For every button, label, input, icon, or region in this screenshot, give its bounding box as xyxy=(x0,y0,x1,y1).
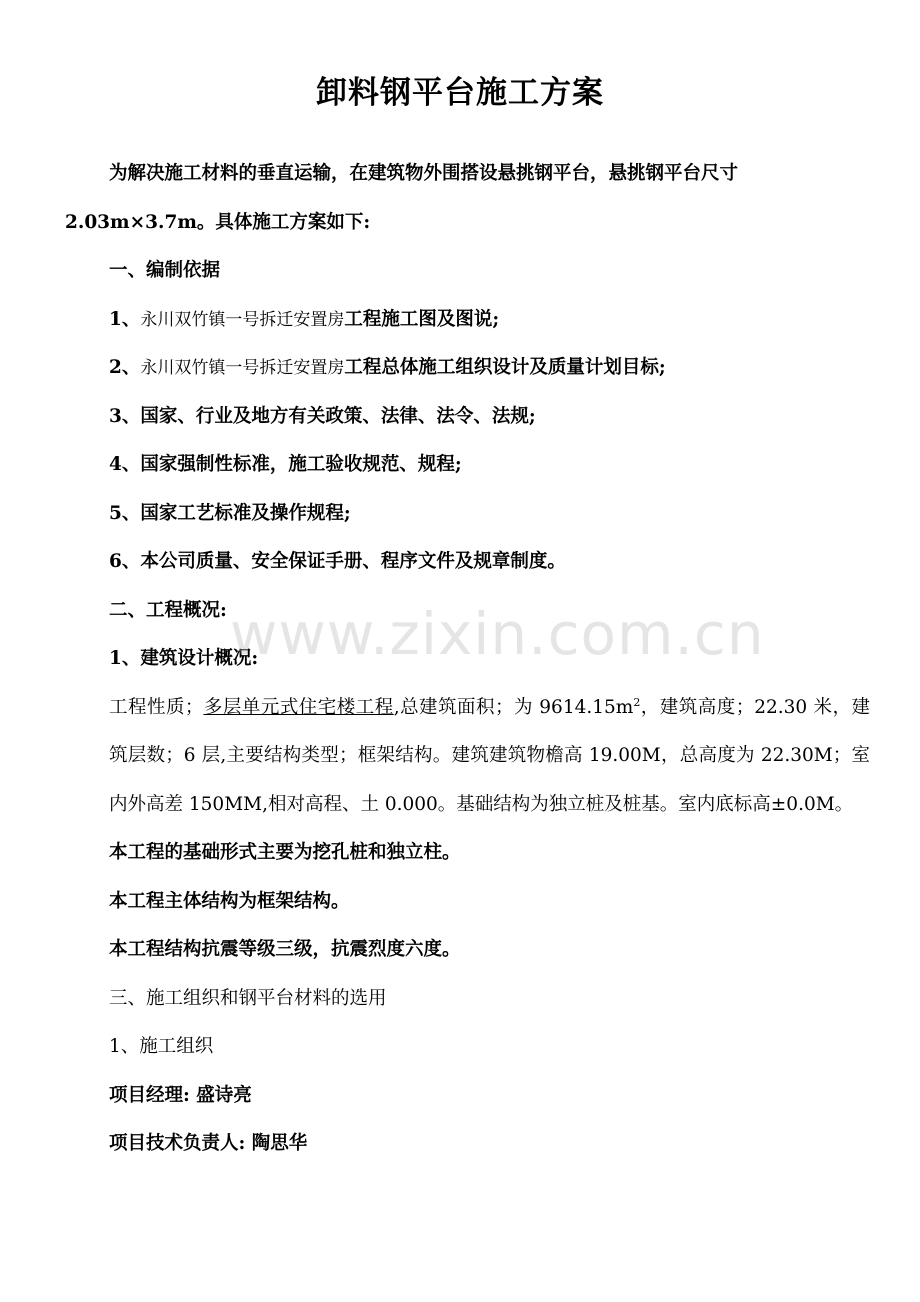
item-number: 2、 xyxy=(109,357,141,378)
item-number: 1、 xyxy=(109,308,141,330)
project-name: 永川双竹镇一号拆迁安置房 xyxy=(140,358,345,378)
tech-name: 陶思华 xyxy=(251,1133,308,1154)
manager-label: 项目经理: xyxy=(109,1084,190,1106)
item-text: 工程施工图及图说; xyxy=(344,308,500,330)
overview-line-2: 本工程主体结构为框架结构。 xyxy=(109,890,350,912)
section3-sub1: 1、施工组织 xyxy=(109,1036,214,1057)
item-text: 工程总体施工组织设计及质量计划目标; xyxy=(344,357,666,378)
document-title: 卸料钢平台施工方案 xyxy=(316,75,604,111)
document-body xyxy=(65,150,870,1169)
overview-rest: ，建筑高度；22.30 米，建筑层数；6 层,主要结构类型；框架结构。建筑建筑物檐高 19.00M，总高度为 22.30M；室内外高差 150MM,相对高程、土 0.000。基础结构为独立桩及桩基。室内底标高±0.0M。 xyxy=(109,696,870,815)
project-manager xyxy=(65,1072,870,1121)
project-type: 多层单元式住宅楼工程 xyxy=(203,696,394,718)
basis-item-4: 4、国家强制性标准，施工验收规范、规程; xyxy=(109,454,462,475)
area-superscript: 2 xyxy=(633,695,641,709)
section1-heading: 一、编制依据 xyxy=(109,260,221,281)
overview-mid: ,总建筑面积；为 9614.15m xyxy=(393,696,634,718)
basis-item-5: 5、国家工艺标准及操作规程; xyxy=(109,502,351,524)
section3-heading: 三、施工组织和钢平台材料的选用 xyxy=(109,987,387,1009)
watermark: www.zixin.com.cn xyxy=(230,600,765,668)
section2-sub1: 1、建筑设计概况: xyxy=(109,648,259,669)
basis-item-1 xyxy=(65,296,870,345)
tech-label: 项目技术负责人: xyxy=(109,1133,246,1154)
basis-item-2 xyxy=(65,344,870,393)
project-name: 永川双竹镇一号拆迁安置房 xyxy=(140,309,345,330)
overview-line-1: 本工程的基础形式主要为挖孔桩和独立柱。 xyxy=(109,842,461,863)
technical-lead xyxy=(65,1120,870,1169)
basis-item-6: 6、本公司质量、安全保证手册、程序文件及规章制度。 xyxy=(109,551,566,572)
manager-name: 盛诗亮 xyxy=(196,1084,252,1106)
intro-line-2: 2.03m×3.7m。具体施工方案如下: xyxy=(65,211,371,233)
overview-line-3: 本工程结构抗震等级三级，抗震烈度六度。 xyxy=(109,939,461,960)
overview-pre: 工程性质； xyxy=(109,696,204,718)
intro-line-1: 为解决施工材料的垂直运输，在建筑物外围搭设悬挑钢平台，悬挑钢平台尺寸 xyxy=(109,163,739,184)
basis-item-3: 3、国家、行业及地方有关政策、法律、法令、法规; xyxy=(109,405,536,427)
section2-heading: 二、工程概况: xyxy=(109,599,227,621)
overview-paragraph xyxy=(65,684,870,830)
